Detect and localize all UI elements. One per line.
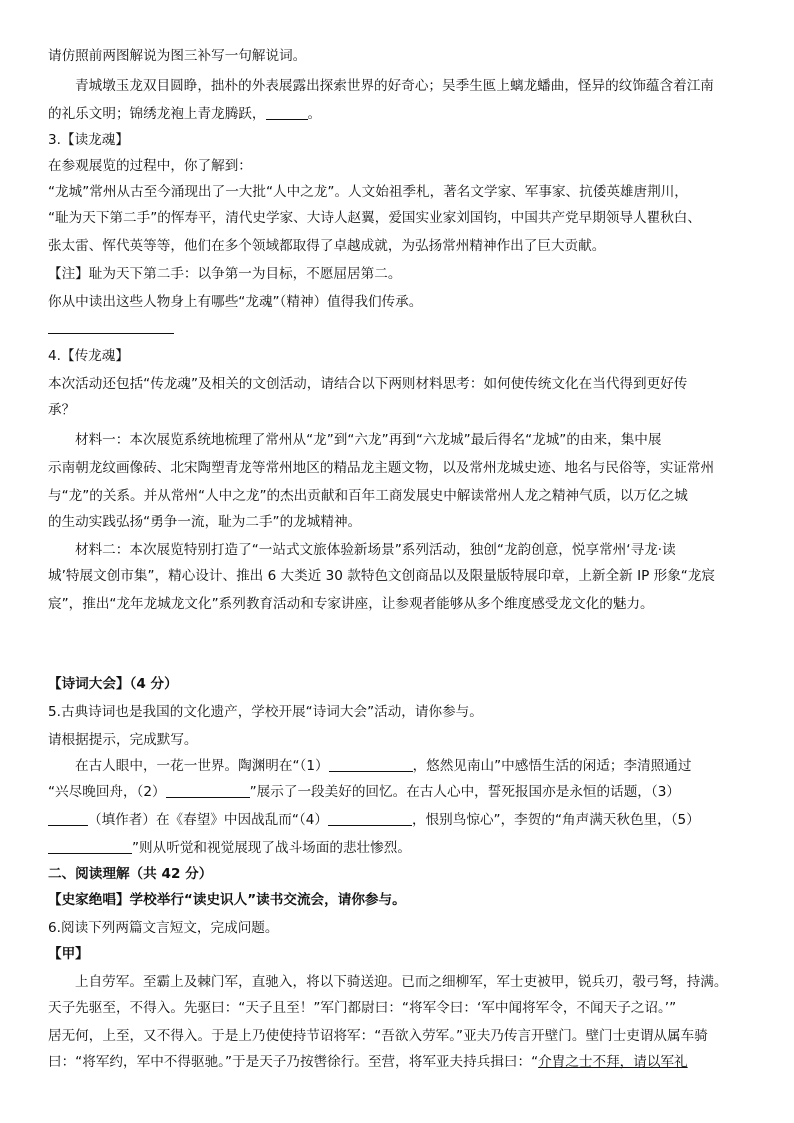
section-heading: 【诗词大会】（4 分） bbox=[48, 676, 178, 692]
text-span: “兴尽晚回舟，（2） bbox=[48, 784, 166, 800]
note-line: 【注】耻为天下第二手：以争第一为目标，不愿屈居第二。 bbox=[48, 266, 402, 282]
answer-line[interactable] bbox=[48, 333, 174, 334]
fill-blank-line bbox=[75, 756, 755, 776]
answer-blank-4[interactable] bbox=[328, 811, 412, 826]
text-span: 在古人眼中，一花一世界。陶渊明在“（1） bbox=[75, 758, 329, 774]
text-span: ，恨别鸟惊心”，李贺的“角声满天秋色里，（5） bbox=[411, 812, 700, 828]
question-5-line: 5.古典诗词也是我国的文化遗产，学校开展“诗词大会”活动，请你参与。 bbox=[48, 704, 483, 720]
material-line: 材料二：本次展览特别打造了“一站式文旅体验新场景”系列活动，独创“龙韵创意，悦享常州‘寻龙·读 bbox=[75, 542, 676, 558]
underlined-text: 介胄之士不拜，请以军礼 bbox=[538, 1054, 688, 1070]
question-6-line: 6.阅读下列两篇文言短文，完成问题。 bbox=[48, 920, 279, 936]
paragraph-line: 本次活动还包括“传龙魂”及相关的文创活动，请结合以下两则材料思考：如何使传统文化在当代得到更好传 bbox=[48, 376, 688, 392]
text-span: （填作者）在《春望》中因战乱而“（4） bbox=[88, 812, 328, 828]
material-line: 示南朝龙纹画像砖、北宋陶塑青龙等常州地区的精品龙主题文物，以及常州龙城史迹、地名与民俗等，实证常州 bbox=[48, 460, 715, 476]
material-line: 宸”，推出“龙年龙城龙文化”系列教育活动和专家讲座，让参观者能够从多个维度感受龙文化的魅力。 bbox=[48, 596, 654, 612]
question-4-heading: 4.【传龙魂】 bbox=[48, 348, 129, 364]
text-span: 的礼乐文明；锦绣龙袍上青龙腾跃， bbox=[48, 106, 266, 122]
passage-line: 居无何，上至，又不得入。于是上乃使使持节诏将军：“吾欲入劳军。”亚夫乃传言开壁门。壁门士吏谓从属车骑 bbox=[48, 1028, 708, 1044]
text-span: 。 bbox=[307, 106, 322, 122]
paragraph-line: 张太雷、恽代英等等，他们在多个领域都取得了卓越成就，为弘扬常州精神作出了巨大贡献。 bbox=[48, 238, 606, 254]
material-line: 的生动实践弘扬“勇争一流，耻为二手”的龙城精神。 bbox=[48, 514, 362, 530]
answer-blank-5[interactable] bbox=[48, 839, 132, 854]
text-span: 曰：“将军约，军中不得驱驰。”于是天子乃按辔徐行。至营，将军亚夫持兵揖曰：“ bbox=[48, 1054, 539, 1070]
fill-blank-line bbox=[48, 810, 748, 830]
question-line: 你从中读出这些人物身上有哪些“龙魂”（精神）值得我们传承。 bbox=[48, 294, 423, 310]
material-line: 与“龙”的关系。并从常州“人中之龙”的杰出贡献和百年工商发展史中解读常州人龙之精神气质，以万亿之城 bbox=[48, 488, 688, 504]
passage-line bbox=[48, 1052, 748, 1072]
answer-blank-3[interactable] bbox=[48, 811, 88, 826]
section-heading: 二、阅读理解（共 42 分） bbox=[48, 866, 213, 882]
paragraph-line: 承？ bbox=[48, 402, 76, 418]
subsection-heading: 【史家绝唱】学校举行“读史识人”读书交流会，请你参与。 bbox=[48, 892, 406, 908]
answer-blank[interactable] bbox=[266, 105, 308, 120]
fill-blank-line bbox=[48, 838, 748, 858]
caption-line: 青城墩玉龙双目圆睁，拙朴的外表展露出探索世界的好奇心；吴季生匜上螭龙蟠曲，怪异的纹饰蕴含着江南 bbox=[75, 78, 714, 94]
material-line: 城’特展文创市集”，精心设计、推出 6 大类近 30 款特色文创商品以及限量版特展印章，上新全新 IP 形象“龙宸 bbox=[48, 568, 716, 584]
passage-label: 【甲】 bbox=[48, 946, 89, 962]
fill-blank-line bbox=[48, 782, 748, 802]
passage-line: 天子先驱至，不得入。先驱曰：“天子且至！”军门都尉曰：“将军令曰：‘军中闻将军令，不闻天子之诏。’” bbox=[48, 1000, 677, 1016]
passage-line: 上自劳军。至霸上及棘门军，直驰入，将以下骑送迎。已而之细柳军，军士吏被甲，锐兵刃，彀弓弩，持满。 bbox=[75, 974, 728, 990]
text-span: ，悠然见南山”中感悟生活的闲适；李清照通过 bbox=[412, 758, 692, 774]
material-line: 材料一：本次展览系统地梳理了常州从“龙”到“六龙”再到“六龙城”最后得名“龙城”的由来，集中展 bbox=[75, 432, 662, 448]
caption-line-with-blank bbox=[48, 104, 748, 124]
question-3-heading: 3.【读龙魂】 bbox=[48, 132, 129, 148]
answer-blank-1[interactable] bbox=[329, 757, 413, 772]
paragraph-line: “龙城”常州从古至今涌现出了一大批“人中之龙”。人文始祖季札，著名文学家、军事家、抗倭英雄唐荆川， bbox=[48, 184, 688, 200]
instruction-line: 请仿照前两图解说为图三补写一句解说词。 bbox=[48, 48, 307, 64]
paragraph-line: 在参观展览的过程中，你了解到： bbox=[48, 158, 252, 174]
text-span: ”则从听觉和视觉展现了战斗场面的悲壮惨烈。 bbox=[132, 840, 411, 856]
paragraph-line: “耻为天下第二手”的恽寿平，清代史学家、大诗人赵翼，爱国实业家刘国钧，中国共产党早期领导人瞿秋白、 bbox=[48, 210, 701, 226]
paragraph-line: 请根据提示，完成默写。 bbox=[48, 732, 198, 748]
answer-blank-2[interactable] bbox=[166, 783, 250, 798]
text-span: ”展示了一段美好的回忆。在古人心中，誓死报国亦是永恒的话题，（3） bbox=[249, 784, 680, 800]
